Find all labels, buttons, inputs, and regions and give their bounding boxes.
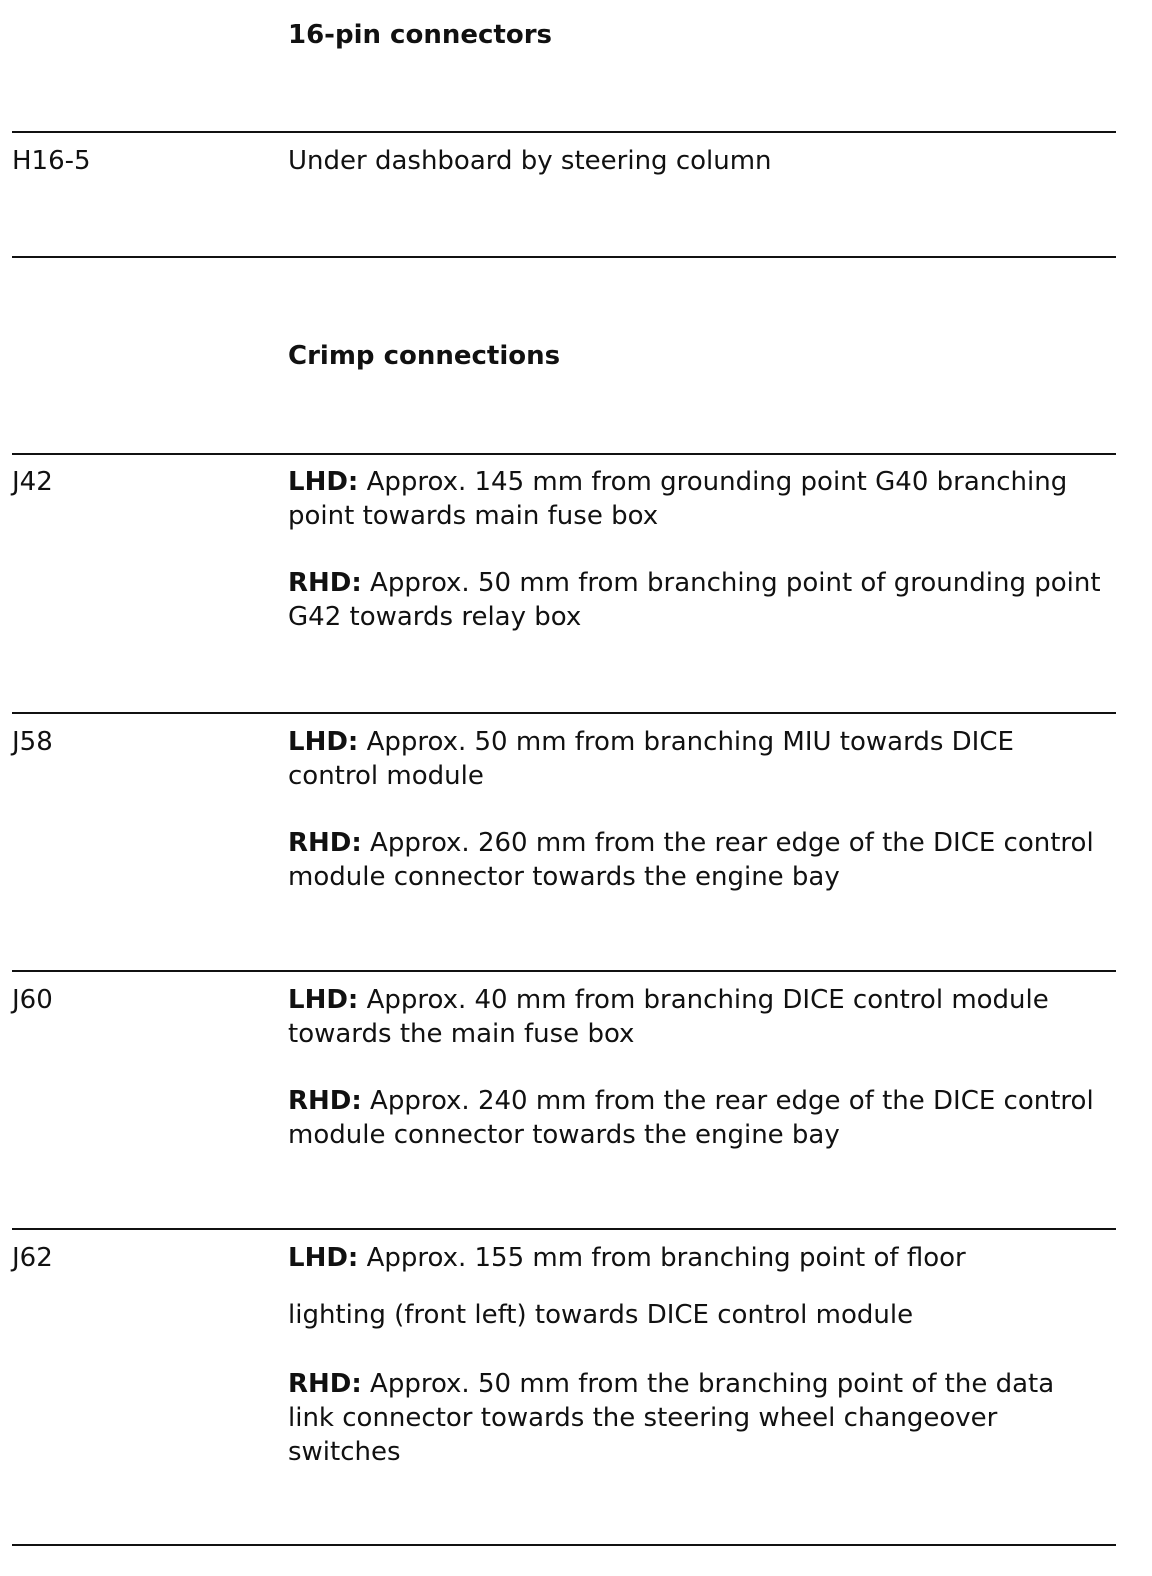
table-rule — [12, 712, 1116, 714]
table-rule — [12, 131, 1116, 133]
table-rule — [12, 1544, 1116, 1546]
drive-side-label: RHD: — [288, 1086, 362, 1116]
description-text: Approx. 155 mm from branching point of floor — [358, 1243, 966, 1273]
description-text: Approx. 260 mm from the rear edge of the DICE control module connector towards the engine bay — [288, 828, 1094, 892]
drive-side-label: LHD: — [288, 1243, 359, 1273]
description-paragraph — [288, 826, 1108, 894]
connector-code: J58 — [12, 727, 53, 757]
description-text: Approx. 50 mm from the branching point of the data link connector towards the steering wheel changeover switches — [288, 1369, 1055, 1467]
connector-code: H16-5 — [12, 146, 91, 176]
description-paragraph — [288, 465, 1108, 533]
description-text: Under dashboard by steering column — [288, 146, 772, 176]
description-text: Approx. 40 mm from branching DICE control module towards the main fuse box — [288, 985, 1049, 1049]
description-text: Approx. 240 mm from the rear edge of the DICE control module connector towards the engine bay — [288, 1086, 1094, 1150]
description-paragraph — [288, 1241, 1108, 1275]
section-heading-16-pin: 16-pin connectors — [288, 20, 552, 50]
connector-code: J62 — [12, 1243, 53, 1273]
connector-description — [288, 1298, 1108, 1332]
description-text: Approx. 50 mm from branching MIU towards DICE control module — [288, 727, 1014, 791]
description-paragraph — [288, 1367, 1108, 1469]
connector-description — [288, 1367, 1108, 1469]
table-rule — [12, 453, 1116, 455]
connector-description — [288, 1084, 1108, 1152]
connector-code: J42 — [12, 467, 53, 497]
drive-side-label: RHD: — [288, 568, 362, 598]
connector-description — [288, 1241, 1108, 1275]
connector-description — [288, 566, 1108, 634]
connector-code: J60 — [12, 985, 53, 1015]
connector-description — [288, 983, 1108, 1051]
connector-description — [288, 725, 1108, 793]
drive-side-label: RHD: — [288, 1369, 362, 1399]
description-paragraph — [288, 725, 1108, 793]
table-rule — [12, 1228, 1116, 1230]
description-text: Approx. 145 mm from grounding point G40 branching point towards main fuse box — [288, 467, 1068, 531]
table-rule — [12, 256, 1116, 258]
connector-description — [288, 465, 1108, 533]
drive-side-label: LHD: — [288, 985, 359, 1015]
description-paragraph — [288, 144, 1108, 178]
description-paragraph — [288, 1298, 1108, 1332]
description-text: lighting (front left) towards DICE control module — [288, 1300, 914, 1330]
drive-side-label: LHD: — [288, 467, 359, 497]
drive-side-label: LHD: — [288, 727, 359, 757]
description-paragraph — [288, 1084, 1108, 1152]
connector-description — [288, 144, 1108, 178]
section-heading-crimp: Crimp connections — [288, 341, 561, 371]
description-paragraph — [288, 566, 1108, 634]
description-text: Approx. 50 mm from branching point of grounding point G42 towards relay box — [288, 568, 1101, 632]
description-paragraph — [288, 983, 1108, 1051]
connector-description — [288, 826, 1108, 894]
drive-side-label: RHD: — [288, 828, 362, 858]
table-rule — [12, 970, 1116, 972]
